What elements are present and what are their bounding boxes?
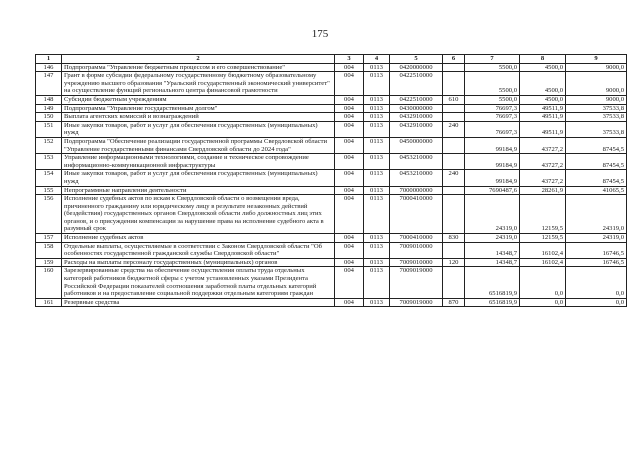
amount-2023: 9000,0 [566,63,627,72]
amount-2021: 99184,9 [465,170,520,186]
code-expense-type: 610 [443,95,465,104]
row-name: Подпрограмма "Управление государственным долгом" [62,104,335,113]
code-target-article: 0453210000 [390,170,443,186]
code-target-article: 0450000000 [390,137,443,153]
code-section: 0113 [364,298,390,307]
table-row [36,154,627,170]
table-row [36,195,627,234]
row-number: 153 [36,154,62,170]
budget-table [35,54,627,307]
column-header: 5 [390,55,443,64]
row-name: Субсидии бюджетным учреждениям [62,95,335,104]
table-row [36,186,627,195]
row-number: 152 [36,137,62,153]
code-administrator: 004 [335,137,364,153]
amount-2023: 37533,8 [566,113,627,122]
code-administrator: 004 [335,170,364,186]
code-target-article: 7000000000 [390,186,443,195]
column-header: 6 [443,55,465,64]
table-body [36,63,627,307]
amount-2022: 43727,2 [520,170,566,186]
table-row [36,121,627,137]
code-target-article: 0453210000 [390,154,443,170]
row-number: 150 [36,113,62,122]
code-expense-type [443,186,465,195]
code-section: 0113 [364,154,390,170]
row-name: Иные закупки товаров, работ и услуг для обеспечения государственных (муниципальных) нужд [62,121,335,137]
amount-2022: 43727,2 [520,154,566,170]
code-target-article: 7000410000 [390,234,443,243]
amount-2023: 37533,8 [566,104,627,113]
amount-2021: 14348,7 [465,258,520,267]
amount-2022: 4500,0 [520,95,566,104]
amount-2022: 4500,0 [520,72,566,96]
amount-2022: 16102,4 [520,258,566,267]
amount-2021: 6516819,9 [465,267,520,298]
amount-2022: 49511,9 [520,104,566,113]
amount-2021: 99184,9 [465,154,520,170]
code-administrator: 004 [335,72,364,96]
table-row [36,104,627,113]
row-name: Исполнение судебных актов по искам к Свердловской области о возмещении вреда, причиненного гражданину или юридическому лицу в результате незаконных действий (бездействия) государственных органов Свердловской области либо должностных лиц этих органов, и о присуждении компенсации за нарушение права на исполнение судебного акта в разумный срок [62,195,335,234]
code-expense-type [443,267,465,298]
code-section: 0113 [364,195,390,234]
table-row [36,72,627,96]
code-target-article: 0420000000 [390,63,443,72]
table-row [36,267,627,298]
row-number: 157 [36,234,62,243]
code-expense-type [443,113,465,122]
amount-2023: 16746,5 [566,258,627,267]
amount-2021: 7690487,6 [465,186,520,195]
amount-2022: 12159,5 [520,195,566,234]
amount-2022: 12159,5 [520,234,566,243]
row-number: 154 [36,170,62,186]
code-expense-type [443,137,465,153]
code-section: 0113 [364,170,390,186]
table-row [36,242,627,258]
code-section: 0113 [364,242,390,258]
amount-2022: 28261,9 [520,186,566,195]
amount-2021: 6516819,9 [465,298,520,307]
code-target-article: 7009019000 [390,298,443,307]
code-target-article: 0430000000 [390,104,443,113]
amount-2023: 0,0 [566,298,627,307]
column-header: 7 [465,55,520,64]
code-target-article: 0422510000 [390,95,443,104]
row-number: 161 [36,298,62,307]
code-target-article: 0422510000 [390,72,443,96]
row-name: Резервные средства [62,298,335,307]
code-expense-type: 870 [443,298,465,307]
row-number: 158 [36,242,62,258]
code-expense-type [443,154,465,170]
code-target-article: 7000410000 [390,195,443,234]
code-administrator: 004 [335,104,364,113]
code-target-article: 0432910000 [390,121,443,137]
row-number: 147 [36,72,62,96]
code-administrator: 004 [335,63,364,72]
code-administrator: 004 [335,267,364,298]
code-section: 0113 [364,186,390,195]
row-name: Непрограммные направления деятельности [62,186,335,195]
amount-2023: 24319,0 [566,195,627,234]
amount-2023: 41065,5 [566,186,627,195]
code-target-article: 0432910000 [390,113,443,122]
amount-2021: 76697,3 [465,113,520,122]
amount-2023: 87454,5 [566,137,627,153]
amount-2021: 24319,0 [465,195,520,234]
code-administrator: 004 [335,234,364,243]
row-name: Выплата агентских комиссий и вознаграждений [62,113,335,122]
table-row [36,95,627,104]
column-header: 3 [335,55,364,64]
code-expense-type: 240 [443,121,465,137]
row-name: Иные закупки товаров, работ и услуг для обеспечения государственных (муниципальных) нужд [62,170,335,186]
table-row [36,63,627,72]
code-section: 0113 [364,113,390,122]
table-row [36,234,627,243]
code-expense-type: 240 [443,170,465,186]
amount-2023: 87454,5 [566,170,627,186]
code-section: 0113 [364,104,390,113]
code-target-article: 7009010000 [390,242,443,258]
amount-2021: 76697,3 [465,104,520,113]
amount-2022: 0,0 [520,298,566,307]
code-section: 0113 [364,258,390,267]
amount-2023: 24319,0 [566,234,627,243]
code-administrator: 004 [335,121,364,137]
column-header: 9 [566,55,627,64]
code-expense-type [443,195,465,234]
amount-2023: 9000,0 [566,72,627,96]
code-section: 0113 [364,95,390,104]
amount-2021: 5500,0 [465,72,520,96]
row-number: 149 [36,104,62,113]
code-administrator: 004 [335,298,364,307]
code-section: 0113 [364,267,390,298]
row-name: Расходы на выплаты персоналу государственных (муниципальных) органов [62,258,335,267]
amount-2023: 87454,5 [566,154,627,170]
code-administrator: 004 [335,95,364,104]
amount-2022: 0,0 [520,267,566,298]
code-section: 0113 [364,72,390,96]
row-number: 155 [36,186,62,195]
amount-2021: 5500,0 [465,95,520,104]
column-header: 4 [364,55,390,64]
page-number: 175 [311,28,329,40]
code-expense-type: 830 [443,234,465,243]
row-number: 151 [36,121,62,137]
amount-2021: 24319,0 [465,234,520,243]
code-administrator: 004 [335,195,364,234]
row-number: 160 [36,267,62,298]
amount-2023: 16746,5 [566,242,627,258]
row-name: Отдельные выплаты, осуществляемые в соответствии с Законом Свердловской области "Об особенностях государственной гражданской службы Свердловской области" [62,242,335,258]
row-name: Подпрограмма "Обеспечение реализации государственной программы Свердловской области "Управление государственными финансами Свердловской области до 2024 года" [62,137,335,153]
row-number: 146 [36,63,62,72]
amount-2022: 49511,9 [520,113,566,122]
code-administrator: 004 [335,242,364,258]
code-section: 0113 [364,63,390,72]
table-row [36,258,627,267]
amount-2022: 49511,9 [520,121,566,137]
row-name: Грант в форме субсидии федеральному государственному бюджетному образовательному учреждению высшего образования "Уральский государственный экономический университет" на осуществление функций регионального центра финансовой грамотности [62,72,335,96]
amount-2023: 0,0 [566,267,627,298]
column-header: 8 [520,55,566,64]
code-administrator: 004 [335,258,364,267]
code-expense-type: 120 [443,258,465,267]
amount-2022: 43727,2 [520,137,566,153]
amount-2021: 99184,9 [465,137,520,153]
table-row [36,137,627,153]
row-name: Подпрограмма "Управление бюджетным процессом и его совершенствование" [62,63,335,72]
code-expense-type [443,242,465,258]
column-header: 1 [36,55,62,64]
code-section: 0113 [364,121,390,137]
code-administrator: 004 [335,186,364,195]
code-target-article: 7009019000 [390,267,443,298]
column-number-row [36,55,627,64]
code-section: 0113 [364,137,390,153]
table-row [36,170,627,186]
row-number: 156 [36,195,62,234]
code-administrator: 004 [335,113,364,122]
table-row [36,298,627,307]
amount-2021: 76697,3 [465,121,520,137]
column-header: 2 [62,55,335,64]
code-target-article: 7009010000 [390,258,443,267]
amount-2022: 4500,0 [520,63,566,72]
row-number: 159 [36,258,62,267]
code-section: 0113 [364,234,390,243]
code-expense-type [443,72,465,96]
table-row [36,113,627,122]
row-name: Зарезервированные средства на обеспечение осуществления оплаты труда отдельных категорий работников бюджетной сферы с учетом установленных указами Президента Российской Федерации показателей соотношения заработной платы отдельных категорий работников и на предоставление социальной поддержки отдельным категориям граждан [62,267,335,298]
amount-2021: 5500,0 [465,63,520,72]
amount-2023: 37533,8 [566,121,627,137]
row-name: Управление информационными технологиями, создание и техническое сопровождение информационно-коммуникационной инфраструктуры [62,154,335,170]
amount-2023: 9000,0 [566,95,627,104]
row-number: 148 [36,95,62,104]
code-administrator: 004 [335,154,364,170]
amount-2022: 16102,4 [520,242,566,258]
row-name: Исполнение судебных актов [62,234,335,243]
code-expense-type [443,63,465,72]
code-expense-type [443,104,465,113]
amount-2021: 14348,7 [465,242,520,258]
